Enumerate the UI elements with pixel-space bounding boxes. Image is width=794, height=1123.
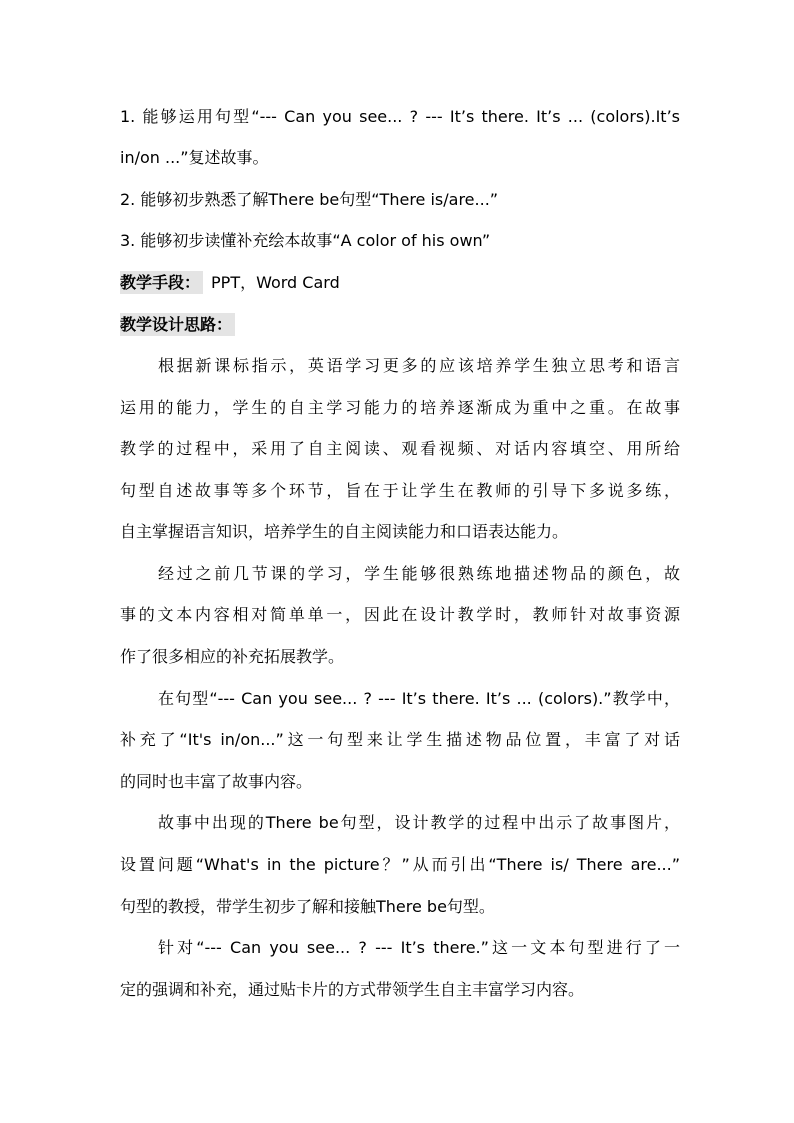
objective-3: 3. 能够初步读懂补充绘本故事“A color of his own” bbox=[120, 231, 491, 250]
paragraph-1-line-1: 根据新课标指示，英语学习更多的应该培养学生独立思考和语言 bbox=[158, 356, 680, 375]
paragraph-1-line-4: 句型自述故事等多个环节，旨在于让学生在教师的引导下多说多练， bbox=[120, 481, 680, 500]
paragraph-4-line-1: 故事中出现的There be句型，设计教学的过程中出示了故事图片， bbox=[158, 813, 680, 832]
paragraph-2-line-2: 事的文本内容相对简单单一，因此在设计教学时，教师针对故事资源 bbox=[120, 605, 680, 624]
design-heading-row bbox=[120, 314, 235, 336]
objective-1-line-2: in/on ...”复述故事。 bbox=[120, 148, 269, 167]
paragraph-3-line-3: 的同时也丰富了故事内容。 bbox=[120, 772, 313, 791]
paragraph-5-line-1: 针对“--- Can you see... ? --- It’s there.”这一文本句型进行了一 bbox=[158, 938, 680, 957]
paragraph-5-line-2: 定的强调和补充，通过贴卡片的方式带领学生自主丰富学习内容。 bbox=[120, 980, 585, 999]
paragraph-4-line-3: 句型的教授，带学生初步了解和接触There be句型。 bbox=[120, 897, 495, 916]
paragraph-4-line-2: 设置问题“What's in the picture？”从而引出“There is/ There are...” bbox=[120, 855, 680, 874]
teaching-means-value: PPT，Word Card bbox=[211, 273, 340, 292]
paragraph-3-line-1: 在句型“--- Can you see... ? --- It’s there. It’s ... (colors).”教学中， bbox=[158, 689, 680, 708]
paragraph-1-line-5: 自主掌握语言知识，培养学生的自主阅读能力和口语表达能力。 bbox=[120, 522, 569, 541]
teaching-means-label: 教学手段： bbox=[120, 271, 203, 294]
teaching-means-row bbox=[120, 272, 340, 294]
design-heading-label: 教学设计思路： bbox=[120, 313, 235, 336]
paragraph-3-line-2: 补充了“It's in/on...”这一句型来让学生描述物品位置，丰富了对话 bbox=[120, 730, 680, 749]
paragraph-2-line-1: 经过之前几节课的学习，学生能够很熟练地描述物品的颜色，故 bbox=[158, 564, 680, 583]
paragraph-1-line-2: 运用的能力，学生的自主学习能力的培养逐渐成为重中之重。在故事 bbox=[120, 398, 680, 417]
paragraph-1-line-3: 教学的过程中，采用了自主阅读、观看视频、对话内容填空、用所给 bbox=[120, 439, 680, 458]
objective-2: 2. 能够初步熟悉了解There be句型“There is/are...” bbox=[120, 190, 499, 209]
objective-1-line-1: 1. 能够运用句型“--- Can you see... ? --- It’s there. It’s ... (colors).It’s bbox=[120, 107, 680, 126]
paragraph-2-line-3: 作了很多相应的补充拓展教学。 bbox=[120, 647, 345, 666]
